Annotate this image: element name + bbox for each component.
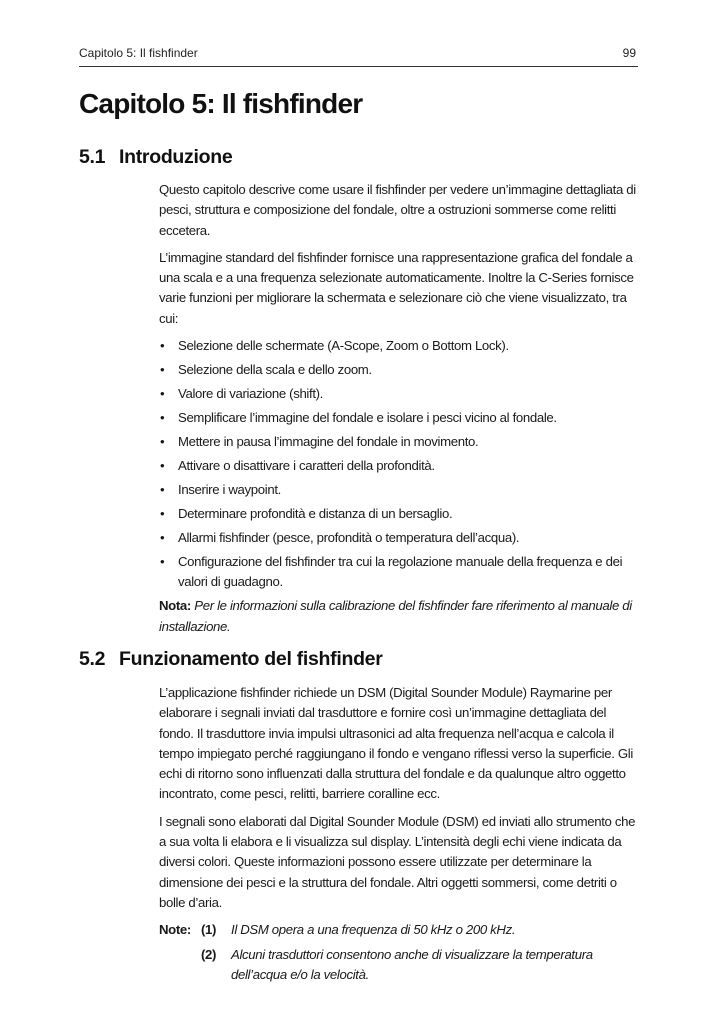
section-number: 5.1: [79, 146, 106, 168]
list-item-text: Valore di variazione (shift).: [178, 386, 323, 402]
note-item: [159, 945, 637, 986]
feature-list: [159, 336, 637, 592]
section-title: Funzionamento del fishfinder: [119, 648, 383, 670]
bullet-icon: •: [160, 553, 165, 569]
list-item-text: Determinare profondità e distanza di un bersaglio.: [178, 505, 453, 521]
paragraph: Questo capitolo descrive come usare il fishfinder per vedere un’immagine dettagliata di pesci, struttura e composizione del fondale, oltre a ostruzioni sommerse come relitti eccetera.: [159, 182, 636, 238]
page-header: [79, 44, 638, 67]
list-item: [159, 384, 637, 404]
bullet-icon: •: [160, 434, 165, 450]
paragraph: I segnali sono elaborati dal Digital Sounder Module (DSM) ed inviati allo strumento che a sua volta li elabora e li visualizza sul display. L’intensità degli echi viene indicata da diversi colori. Queste informazioni possono essere utilizzate per determinare la dimensione dei pesci e la struttura del fondale. Altri oggetti sommersi, come detriti o bolle d’aria.: [159, 813, 636, 910]
note: [159, 596, 637, 637]
note-number: (2): [201, 946, 217, 962]
list-item-text: Attivare o disattivare i caratteri della profondità.: [178, 458, 435, 473]
note-number: (1): [201, 922, 217, 938]
list-item-text: Selezione della scala e dello zoom.: [178, 362, 372, 378]
list-item: [159, 336, 637, 356]
list-item: [159, 528, 637, 548]
notes-label: Note:: [159, 922, 191, 938]
list-item: [159, 456, 637, 476]
bullet-icon: •: [160, 362, 165, 378]
note-item: [159, 920, 637, 940]
chapter-title: Capitolo 5: Il fishfinder: [79, 88, 363, 119]
section-body-introduzione: [159, 180, 637, 637]
list-item-text: Mettere in pausa l’immagine del fondale in movimento.: [178, 434, 479, 450]
note-text: Alcuni trasduttori consentono anche di visualizzare la temperatura dell’acqua e/o la velocità.: [231, 946, 593, 982]
list-item-text: Semplificare l’immagine del fondale e isolare i pesci vicino al fondale.: [178, 410, 557, 426]
bullet-icon: •: [160, 386, 165, 402]
list-item-text: Inserire i waypoint.: [178, 481, 281, 497]
paragraph: L’applicazione fishfinder richiede un DSM (Digital Sounder Module) Raymarine per elaborare i segnali inviati dal trasduttore e fornire così un’immagine dettagliata del fondo. Il trasduttore invia impulsi ultrasonici ad alta frequenza nell’acqua e calcola il tempo impiegato perché raggiungano il fondo e vengano riflessi verso la superficie. Gli echi di ritorno sono influenzati dalla struttura del fondale e da qualunque altro oggetto incontrato, come pesci, relitti, barriere coralline ecc.: [159, 685, 633, 802]
running-title: Capitolo 5: Il fishfinder: [79, 46, 198, 60]
bullet-icon: •: [160, 410, 165, 426]
notes-list: [159, 920, 637, 985]
section-number: 5.2: [79, 648, 106, 670]
list-item: [159, 504, 637, 524]
list-item-text: Selezione delle schermate (A-Scope, Zoom o Bottom Lock).: [178, 338, 509, 354]
list-item-text: Configurazione del fishfinder tra cui la regolazione manuale della frequenza e dei valori di guadagno.: [178, 553, 623, 590]
section-title: Introduzione: [119, 146, 233, 168]
section-body-funzionamento: [159, 683, 637, 989]
note-text: Il DSM opera a una frequenza di 50 kHz o 200 kHz.: [231, 922, 516, 938]
list-item: [159, 480, 637, 500]
paragraph: L’immagine standard del fishfinder fornisce una rappresentazione grafica del fondale a una scala e a una frequenza selezionate automaticamente. Inoltre la C-Series fornisce varie funzioni per migliorare la schermata e selezionare ciò che viene visualizzato, tra cui:: [159, 249, 634, 326]
list-item: [159, 360, 637, 380]
list-item: [159, 408, 637, 428]
bullet-icon: •: [160, 458, 165, 473]
section-heading-funzionamento: [79, 648, 383, 671]
note-text: Per le informazioni sulla calibrazione del fishfinder fare riferimento al manuale di installazione.: [159, 598, 632, 634]
bullet-icon: •: [160, 505, 165, 521]
list-item: [159, 552, 637, 593]
page-number: 99: [622, 46, 636, 60]
note-label: Nota:: [159, 598, 191, 614]
section-heading-introduzione: [79, 146, 232, 169]
list-item: [159, 432, 637, 452]
bullet-icon: •: [160, 481, 165, 497]
bullet-icon: •: [160, 529, 165, 545]
bullet-icon: •: [160, 338, 165, 354]
list-item-text: Allarmi fishfinder (pesce, profondità o temperatura dell’acqua).: [178, 529, 520, 545]
